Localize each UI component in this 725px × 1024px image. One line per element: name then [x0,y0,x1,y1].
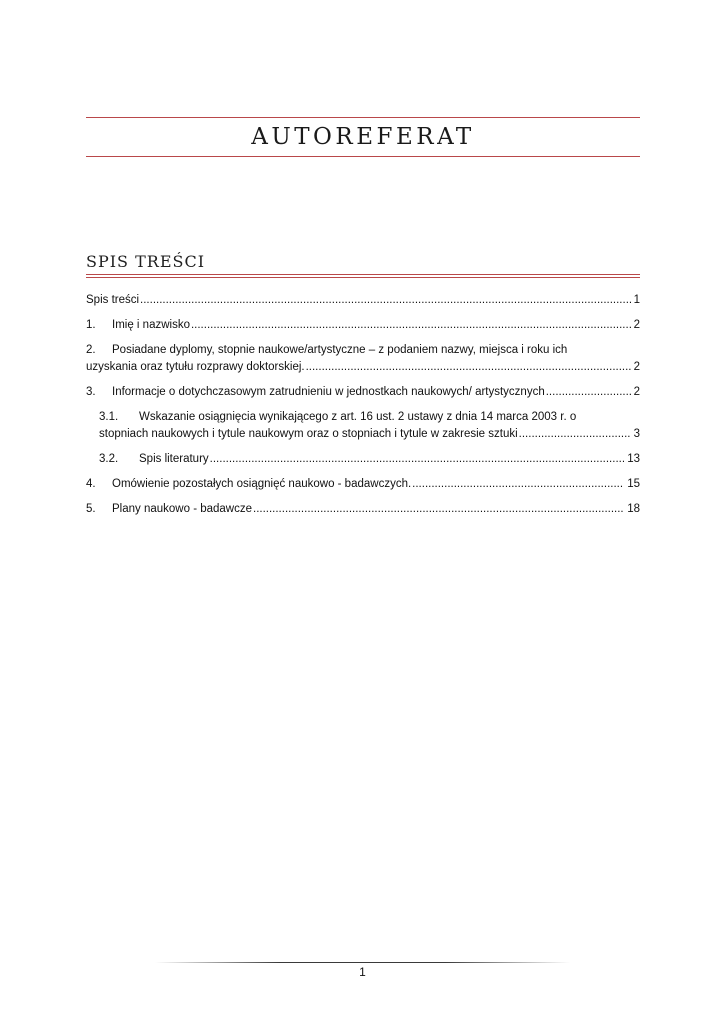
toc-entry-number: 4. [86,478,96,490]
toc-leader-dots [253,501,624,518]
toc-leader-dots [210,451,625,468]
page-number: 1 [359,965,366,979]
toc-entry-number: 3. [86,386,96,398]
toc-page-number: 13 [627,453,640,465]
toc-heading-rule [86,274,640,278]
toc-entry-text: Spis literatury [139,453,209,465]
toc-entry-text-line2: stopniach naukowych i tytule naukowym oraz o stopniach i tytule w zakresie sztuki [99,428,518,440]
toc-entry-text: Informacje o dotychczasowym zatrudnieniu w jednostkach naukowych/ artystycznych [112,386,545,398]
toc-entry-number: 2. [86,344,96,356]
toc-page-number: 18 [627,503,640,515]
toc-entry-spis-tresci[interactable] [86,292,640,309]
toc-entry-text: Imię i nazwisko [112,319,190,331]
toc-entry-text-line1: Posiadane dyplomy, stopnie naukowe/artystyczne – z podaniem nazwy, miejsca i roku ich [112,344,568,356]
toc-page-number: 15 [627,478,640,490]
toc-entry-2[interactable] [86,342,640,376]
toc-entry-3[interactable] [86,384,640,401]
toc-entry-5[interactable] [86,501,640,518]
toc-entry-3-2[interactable] [99,451,640,468]
toc-page-number: 3 [633,428,640,440]
toc-leader-dots [412,476,624,493]
toc-leader-dots [191,317,631,334]
table-of-contents [86,292,640,526]
toc-entry-3-1[interactable] [99,409,640,443]
toc-leader-dots [519,426,631,443]
toc-page-number: 2 [633,361,640,373]
toc-entry-text: Spis treści [86,294,140,306]
toc-entry-text: Omówienie pozostałych osiągnięć naukowo - badawczych. [112,478,412,490]
toc-entry-1[interactable] [86,317,640,334]
toc-page-number: 2 [633,386,640,398]
toc-entry-text: Plany naukowo - badawcze [112,503,252,515]
toc-entry-text-line2: uzyskania oraz tytułu rozprawy doktorskiej. [86,361,305,373]
toc-leader-dots [140,292,631,309]
toc-leader-dots [306,359,631,376]
toc-entry-4[interactable] [86,476,640,493]
toc-leader-dots [546,384,631,401]
toc-page-number: 2 [633,319,640,331]
toc-entry-number: 3.2. [99,453,119,465]
title-rule-bottom [86,156,640,157]
toc-entry-number: 5. [86,503,96,515]
toc-heading: SPIS TREŚCI [86,252,206,271]
document-title: AUTOREFERAT [251,124,475,150]
toc-page-number: 1 [633,294,640,306]
footer-rule [155,962,570,963]
toc-entry-number: 3.1. [99,411,119,423]
toc-entry-text-line1: Wskazanie osiągnięcia wynikającego z art. 16 ust. 2 ustawy z dnia 14 marca 2003 r. o [139,411,577,423]
toc-entry-number: 1. [86,319,96,331]
